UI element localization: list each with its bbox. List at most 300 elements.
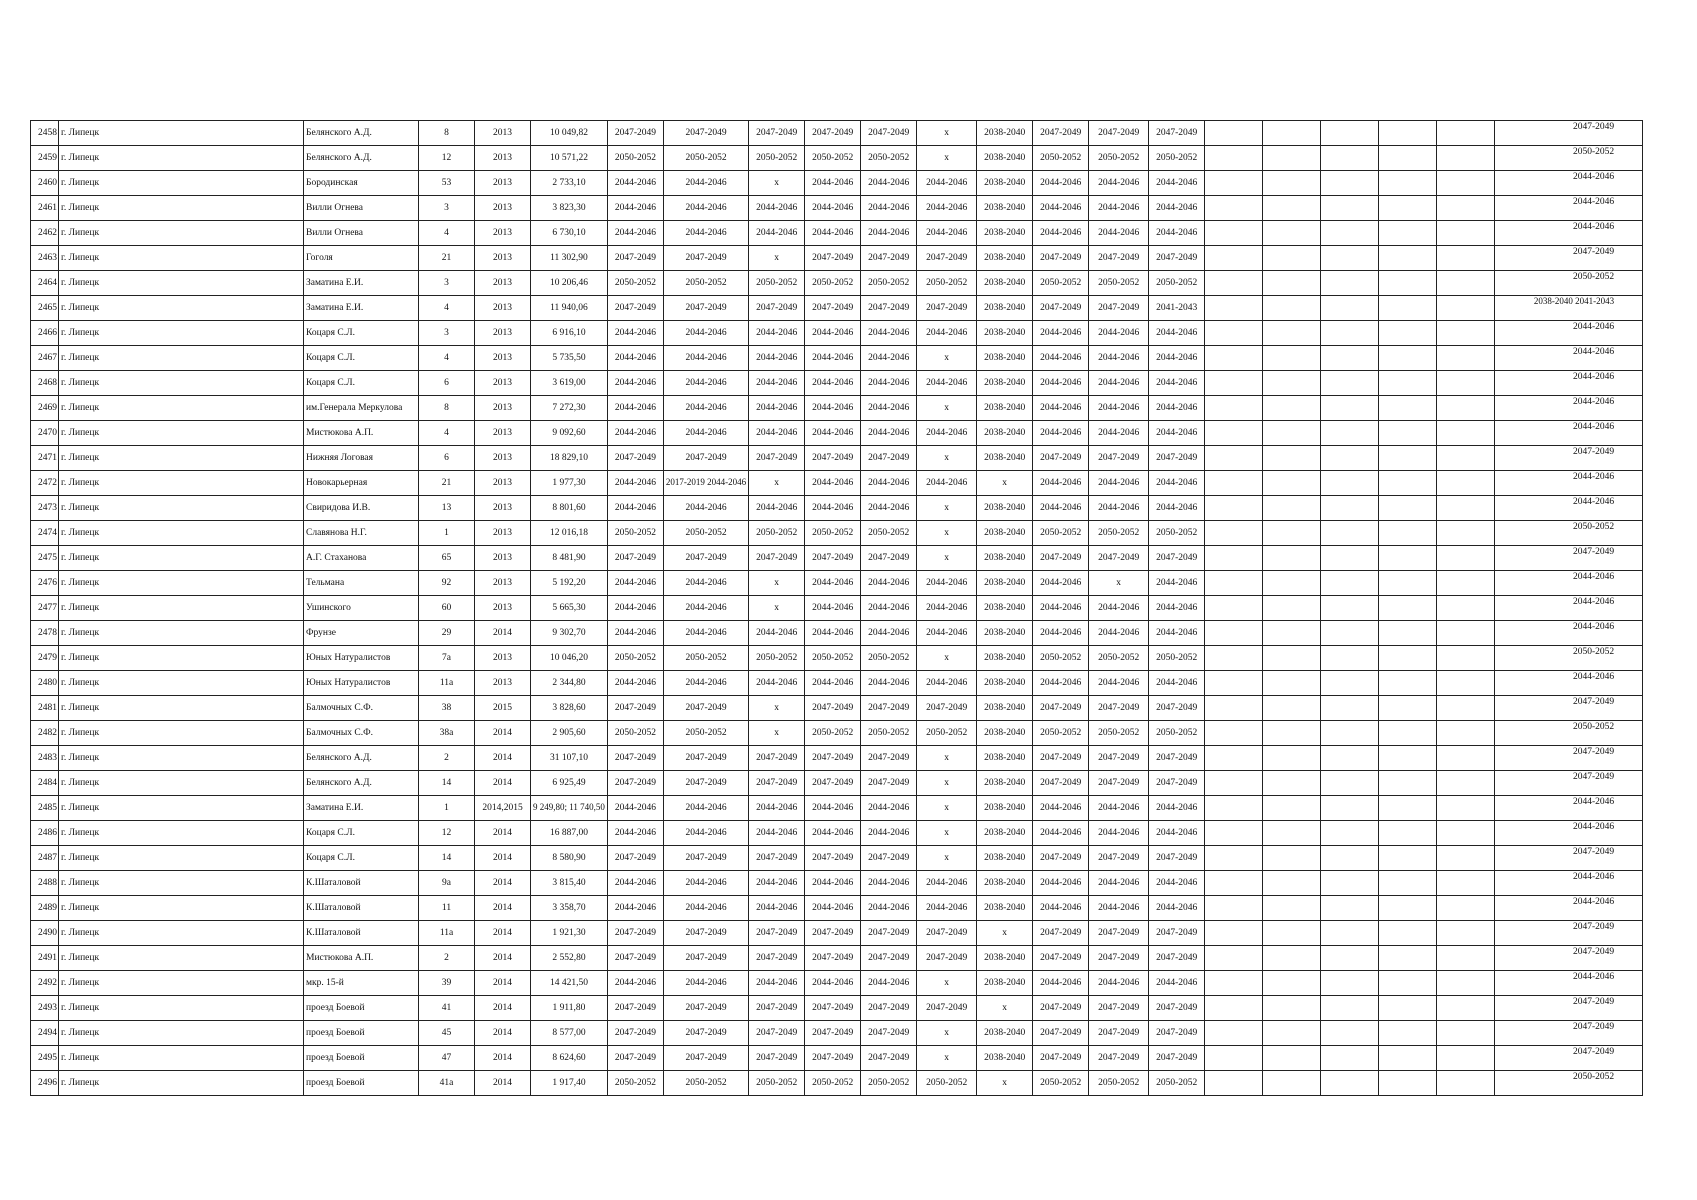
period-cell: 2038-2040 (977, 746, 1033, 771)
row-number: 2472 (31, 471, 59, 496)
table-row (31, 646, 1643, 671)
period-cell: 2050-2052 (749, 1071, 805, 1096)
period-cell: 2047-2049 (805, 996, 861, 1021)
city-cell: г. Липецк (59, 221, 304, 246)
city-cell: г. Липецк (59, 396, 304, 421)
empty-cell (1437, 496, 1495, 521)
period-cell: 2050-2052 (861, 521, 917, 546)
street-cell: Коцаря С.Л. (304, 371, 419, 396)
row-number: 2481 (31, 696, 59, 721)
empty-cell (1205, 971, 1263, 996)
period-cell: 2047-2049 (1149, 246, 1205, 271)
empty-cell (1205, 521, 1263, 546)
period-cell: 2047-2049 (917, 996, 977, 1021)
period-cell: х (749, 721, 805, 746)
period-cell: 2047-2049 (861, 946, 917, 971)
empty-cell (1263, 1021, 1321, 1046)
period-cell: 2047-2049 (1033, 246, 1089, 271)
period-cell: 2044-2046 (1033, 171, 1089, 196)
row-number: 2464 (31, 271, 59, 296)
period-cell: 2044-2046 (749, 196, 805, 221)
period-cell: 2047-2049 (749, 121, 805, 146)
period-cell: 2044-2046 (663, 346, 748, 371)
area-cell: 8 801,60 (531, 496, 608, 521)
area-cell: 18 829,10 (531, 446, 608, 471)
period-cell: 2044-2046 (1033, 896, 1089, 921)
empty-cell (1379, 496, 1437, 521)
period-cell: 2050-2052 (663, 721, 748, 746)
period-cell: 2050-2052 (861, 271, 917, 296)
area-cell: 3 619,00 (531, 371, 608, 396)
period-cell: 2047-2049 (917, 696, 977, 721)
row-number: 2483 (31, 746, 59, 771)
period-cell: 2047-2049 (1033, 121, 1089, 146)
house-cell: 14 (419, 771, 475, 796)
city-cell: г. Липецк (59, 971, 304, 996)
period-cell: 2047-2049 (1089, 996, 1149, 1021)
period-cell: 2044-2046 (607, 171, 663, 196)
period-cell: 2044-2046 (917, 171, 977, 196)
year-cell: 2014 (475, 971, 531, 996)
empty-cell (1437, 271, 1495, 296)
row-number: 2475 (31, 546, 59, 571)
empty-cell (1263, 146, 1321, 171)
period-cell: 2047-2049 (663, 946, 748, 971)
period-cell: 2017-2019 2044-2046 (663, 471, 748, 496)
period-cell: 2038-2040 (977, 821, 1033, 846)
empty-cell (1321, 396, 1379, 421)
year-cell: 2013 (475, 271, 531, 296)
empty-cell (1205, 196, 1263, 221)
empty-cell (1321, 371, 1379, 396)
city-cell: г. Липецк (59, 321, 304, 346)
row-number: 2480 (31, 671, 59, 696)
city-cell: г. Липецк (59, 446, 304, 471)
period-cell: 2047-2049 (607, 121, 663, 146)
empty-cell (1437, 821, 1495, 846)
period-cell: 2047-2049 (607, 771, 663, 796)
period-cell: 2044-2046 (861, 171, 917, 196)
period-cell: 2047-2049 (1033, 1021, 1089, 1046)
period-cell: 2044-2046 (805, 321, 861, 346)
period-cell: 2050-2052 (805, 646, 861, 671)
empty-cell (1379, 1021, 1437, 1046)
empty-cell (1205, 746, 1263, 771)
period-cell: 2038-2040 (977, 696, 1033, 721)
empty-cell (1437, 946, 1495, 971)
period-cell: 2050-2052 (861, 721, 917, 746)
empty-cell (1205, 671, 1263, 696)
empty-cell (1437, 696, 1495, 721)
area-cell: 31 107,10 (531, 746, 608, 771)
street-cell: Мистюкова А.П. (304, 421, 419, 446)
empty-cell (1321, 696, 1379, 721)
house-cell: 11а (419, 921, 475, 946)
empty-cell (1321, 146, 1379, 171)
empty-cell (1379, 621, 1437, 646)
empty-cell (1437, 321, 1495, 346)
empty-cell (1205, 896, 1263, 921)
period-cell: 2047-2049 (663, 246, 748, 271)
table-row (31, 621, 1643, 646)
period-cell: 2047-2049 (1033, 771, 1089, 796)
period-cell: 2044-2046 (917, 896, 977, 921)
table-row (31, 771, 1643, 796)
final-period-cell: 2050-2052 (1495, 521, 1643, 546)
empty-cell (1379, 521, 1437, 546)
empty-cell (1263, 946, 1321, 971)
empty-cell (1321, 496, 1379, 521)
house-cell: 38 (419, 696, 475, 721)
period-cell: 2047-2049 (1033, 446, 1089, 471)
empty-cell (1379, 146, 1437, 171)
period-cell: 2044-2046 (861, 421, 917, 446)
empty-cell (1205, 146, 1263, 171)
table-row (31, 396, 1643, 421)
period-cell: 2044-2046 (861, 371, 917, 396)
period-cell: 2038-2040 (977, 621, 1033, 646)
period-cell: 2047-2049 (749, 921, 805, 946)
period-cell: 2050-2052 (663, 146, 748, 171)
period-cell: х (917, 821, 977, 846)
period-cell: 2044-2046 (1149, 321, 1205, 346)
period-cell: 2038-2040 (977, 221, 1033, 246)
house-cell: 29 (419, 621, 475, 646)
period-cell: 2038-2040 (977, 246, 1033, 271)
period-cell: 2047-2049 (1033, 746, 1089, 771)
empty-cell (1437, 1071, 1495, 1096)
year-cell: 2014 (475, 946, 531, 971)
period-cell: 2047-2049 (861, 296, 917, 321)
house-cell: 2 (419, 946, 475, 971)
empty-cell (1379, 646, 1437, 671)
street-cell: К.Шаталовой (304, 921, 419, 946)
house-cell: 12 (419, 146, 475, 171)
street-cell: Заматина Е.И. (304, 271, 419, 296)
period-cell: 2044-2046 (663, 396, 748, 421)
period-cell: 2044-2046 (805, 871, 861, 896)
period-cell: х (749, 596, 805, 621)
empty-cell (1437, 721, 1495, 746)
empty-cell (1205, 321, 1263, 346)
empty-cell (1321, 1021, 1379, 1046)
house-cell: 1 (419, 521, 475, 546)
period-cell: 2044-2046 (1089, 671, 1149, 696)
period-cell: 2050-2052 (1089, 146, 1149, 171)
period-cell: 2047-2049 (607, 946, 663, 971)
period-cell: 2050-2052 (1033, 521, 1089, 546)
period-cell: 2044-2046 (1033, 871, 1089, 896)
street-cell: Свиридова И.В. (304, 496, 419, 521)
area-cell: 5 665,30 (531, 596, 608, 621)
period-cell: 2047-2049 (607, 696, 663, 721)
period-cell: 2044-2046 (607, 196, 663, 221)
row-number: 2468 (31, 371, 59, 396)
period-cell: 2044-2046 (749, 796, 805, 821)
period-cell: 2038-2040 (977, 396, 1033, 421)
period-cell: 2044-2046 (1089, 871, 1149, 896)
empty-cell (1205, 796, 1263, 821)
period-cell: 2047-2049 (861, 921, 917, 946)
period-cell: х (977, 471, 1033, 496)
period-cell: х (749, 246, 805, 271)
row-number: 2478 (31, 621, 59, 646)
period-cell: 2038-2040 (977, 296, 1033, 321)
year-cell: 2014 (475, 1046, 531, 1071)
period-cell: х (749, 696, 805, 721)
period-cell: 2044-2046 (805, 621, 861, 646)
period-cell: 2044-2046 (917, 621, 977, 646)
empty-cell (1379, 546, 1437, 571)
period-cell: 2047-2049 (805, 746, 861, 771)
empty-cell (1321, 446, 1379, 471)
year-cell: 2013 (475, 296, 531, 321)
street-cell: Вилли Огнева (304, 196, 419, 221)
empty-cell (1379, 346, 1437, 371)
house-cell: 53 (419, 171, 475, 196)
final-period-cell: 2044-2046 (1495, 471, 1643, 496)
table-row (31, 121, 1643, 146)
empty-cell (1321, 971, 1379, 996)
street-cell: мкр. 15-й (304, 971, 419, 996)
street-cell: Новокарьерная (304, 471, 419, 496)
period-cell: 2044-2046 (607, 821, 663, 846)
period-cell: 2047-2049 (1089, 771, 1149, 796)
period-cell: 2044-2046 (1033, 496, 1089, 521)
year-cell: 2013 (475, 246, 531, 271)
period-cell: 2044-2046 (1033, 221, 1089, 246)
empty-cell (1437, 646, 1495, 671)
period-cell: 2044-2046 (749, 346, 805, 371)
period-cell: 2050-2052 (805, 146, 861, 171)
table-row (31, 821, 1643, 846)
area-cell: 9 092,60 (531, 421, 608, 446)
area-cell: 2 344,80 (531, 671, 608, 696)
empty-cell (1263, 596, 1321, 621)
empty-cell (1205, 221, 1263, 246)
period-cell: 2038-2040 (977, 321, 1033, 346)
period-cell: 2047-2049 (663, 121, 748, 146)
period-cell: х (917, 746, 977, 771)
period-cell: 2044-2046 (805, 596, 861, 621)
street-cell: К.Шаталовой (304, 871, 419, 896)
period-cell: 2044-2046 (749, 421, 805, 446)
period-cell: 2044-2046 (663, 371, 748, 396)
period-cell: 2050-2052 (917, 1071, 977, 1096)
final-period-cell: 2044-2046 (1495, 171, 1643, 196)
period-cell: 2050-2052 (607, 1071, 663, 1096)
period-cell: 2044-2046 (1149, 971, 1205, 996)
empty-cell (1263, 121, 1321, 146)
final-period-cell: 2044-2046 (1495, 221, 1643, 246)
period-cell: 2044-2046 (861, 396, 917, 421)
row-number: 2466 (31, 321, 59, 346)
area-cell: 1 917,40 (531, 1071, 608, 1096)
period-cell: х (917, 496, 977, 521)
street-cell: Коцаря С.Л. (304, 846, 419, 871)
city-cell: г. Липецк (59, 796, 304, 821)
period-cell: 2038-2040 (977, 796, 1033, 821)
final-period-cell: 2044-2046 (1495, 421, 1643, 446)
empty-cell (1321, 546, 1379, 571)
period-cell: 2047-2049 (1089, 296, 1149, 321)
period-cell: 2047-2049 (663, 996, 748, 1021)
period-cell: 2044-2046 (607, 496, 663, 521)
area-cell: 9 302,70 (531, 621, 608, 646)
period-cell: 2044-2046 (861, 321, 917, 346)
table-row (31, 296, 1643, 321)
city-cell: г. Липецк (59, 871, 304, 896)
empty-cell (1263, 996, 1321, 1021)
period-cell: 2047-2049 (861, 696, 917, 721)
period-cell: 2044-2046 (749, 496, 805, 521)
year-cell: 2013 (475, 321, 531, 346)
final-period-cell: 2044-2046 (1495, 596, 1643, 621)
empty-cell (1205, 1071, 1263, 1096)
empty-cell (1379, 1046, 1437, 1071)
final-period-cell: 2038-2040 2041-2043 (1495, 296, 1643, 321)
area-cell: 8 580,90 (531, 846, 608, 871)
period-cell: 2050-2052 (1149, 146, 1205, 171)
empty-cell (1379, 971, 1437, 996)
empty-cell (1321, 796, 1379, 821)
period-cell: 2047-2049 (805, 546, 861, 571)
empty-cell (1437, 521, 1495, 546)
period-cell: 2047-2049 (749, 1046, 805, 1071)
year-cell: 2013 (475, 121, 531, 146)
city-cell: г. Липецк (59, 121, 304, 146)
final-period-cell: 2044-2046 (1495, 371, 1643, 396)
year-cell: 2014 (475, 746, 531, 771)
empty-cell (1321, 996, 1379, 1021)
final-period-cell: 2044-2046 (1495, 621, 1643, 646)
period-cell: 2044-2046 (861, 796, 917, 821)
period-cell: 2044-2046 (1089, 396, 1149, 421)
period-cell: 2038-2040 (977, 546, 1033, 571)
row-number: 2471 (31, 446, 59, 471)
period-cell: 2047-2049 (1089, 946, 1149, 971)
empty-cell (1321, 171, 1379, 196)
street-cell: Балмочных С.Ф. (304, 721, 419, 746)
period-cell: 2044-2046 (805, 971, 861, 996)
period-cell: 2047-2049 (805, 696, 861, 721)
period-cell: 2044-2046 (607, 971, 663, 996)
empty-cell (1321, 571, 1379, 596)
period-cell: 2044-2046 (861, 471, 917, 496)
period-cell: 2050-2052 (749, 646, 805, 671)
period-cell: 2047-2049 (861, 246, 917, 271)
table-row (31, 996, 1643, 1021)
empty-cell (1263, 496, 1321, 521)
empty-cell (1205, 1021, 1263, 1046)
final-period-cell: 2044-2046 (1495, 571, 1643, 596)
house-cell: 92 (419, 571, 475, 596)
empty-cell (1379, 471, 1437, 496)
empty-cell (1379, 171, 1437, 196)
period-cell: 2047-2049 (749, 946, 805, 971)
period-cell: 2047-2049 (861, 546, 917, 571)
table-row (31, 196, 1643, 221)
city-cell: г. Липецк (59, 1021, 304, 1046)
period-cell: 2047-2049 (1033, 921, 1089, 946)
period-cell: х (749, 571, 805, 596)
empty-cell (1321, 771, 1379, 796)
empty-cell (1263, 221, 1321, 246)
area-cell: 1 921,30 (531, 921, 608, 946)
period-cell: 2044-2046 (1089, 421, 1149, 446)
empty-cell (1321, 871, 1379, 896)
period-cell: х (917, 121, 977, 146)
empty-cell (1205, 621, 1263, 646)
empty-cell (1437, 596, 1495, 621)
period-cell: 2044-2046 (1149, 421, 1205, 446)
year-cell: 2013 (475, 471, 531, 496)
period-cell: 2047-2049 (749, 846, 805, 871)
final-period-cell: 2047-2049 (1495, 996, 1643, 1021)
period-cell: 2044-2046 (749, 621, 805, 646)
period-cell: 2044-2046 (663, 621, 748, 646)
period-cell: 2044-2046 (749, 871, 805, 896)
row-number: 2491 (31, 946, 59, 971)
city-cell: г. Липецк (59, 521, 304, 546)
empty-cell (1437, 121, 1495, 146)
row-number: 2493 (31, 996, 59, 1021)
empty-cell (1263, 1071, 1321, 1096)
period-cell: 2047-2049 (805, 121, 861, 146)
period-cell: 2044-2046 (663, 971, 748, 996)
period-cell: 2050-2052 (1033, 271, 1089, 296)
period-cell: 2044-2046 (1089, 471, 1149, 496)
street-cell: проезд Боевой (304, 1071, 419, 1096)
street-cell: Коцаря С.Л. (304, 321, 419, 346)
empty-cell (1379, 771, 1437, 796)
empty-cell (1437, 1021, 1495, 1046)
period-cell: 2047-2049 (861, 121, 917, 146)
period-cell: 2044-2046 (1033, 796, 1089, 821)
period-cell: 2044-2046 (861, 196, 917, 221)
period-cell: 2044-2046 (1149, 196, 1205, 221)
empty-cell (1205, 346, 1263, 371)
year-cell: 2013 (475, 446, 531, 471)
period-cell: 2047-2049 (1149, 921, 1205, 946)
empty-cell (1379, 846, 1437, 871)
year-cell: 2013 (475, 196, 531, 221)
table-row (31, 696, 1643, 721)
empty-cell (1205, 296, 1263, 321)
period-cell: 2044-2046 (861, 496, 917, 521)
empty-cell (1263, 871, 1321, 896)
empty-cell (1205, 571, 1263, 596)
period-cell: 2044-2046 (1033, 421, 1089, 446)
period-cell: х (1089, 571, 1149, 596)
area-cell: 3 358,70 (531, 896, 608, 921)
table-row (31, 496, 1643, 521)
final-period-cell: 2044-2046 (1495, 321, 1643, 346)
final-period-cell: 2050-2052 (1495, 1071, 1643, 1096)
house-cell: 4 (419, 221, 475, 246)
empty-cell (1437, 996, 1495, 1021)
table-row (31, 971, 1643, 996)
year-cell: 2013 (475, 496, 531, 521)
street-cell: А.Г. Стаханова (304, 546, 419, 571)
year-cell: 2014 (475, 996, 531, 1021)
empty-cell (1379, 421, 1437, 446)
empty-cell (1263, 971, 1321, 996)
final-period-cell: 2047-2049 (1495, 696, 1643, 721)
period-cell: 2050-2052 (607, 646, 663, 671)
period-cell: 2044-2046 (805, 571, 861, 596)
empty-cell (1263, 896, 1321, 921)
